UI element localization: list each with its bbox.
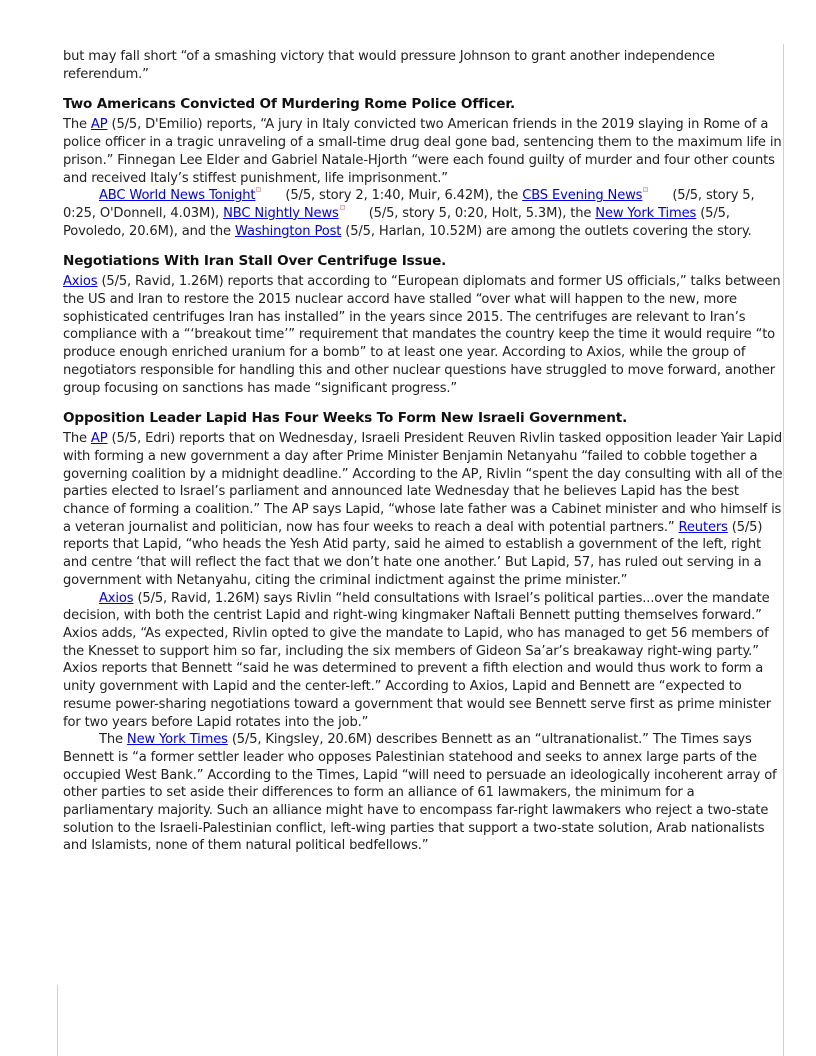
article-headline: Opposition Leader Lapid Has Four Weeks To Form New Israeli Government.: [63, 410, 628, 427]
paragraph-text: (5/5, story 5, 0:20, Holt, 5.3M), the: [368, 205, 596, 221]
article-paragraph: [63, 187, 783, 240]
paragraph-text: but may fall short “of a smashing victory that would pressure Johnson to grant another independence referendum.”: [63, 49, 715, 82]
paragraph-text: (5/5, Kingsley, 20.6M) describes Bennett as an “ultranationalist.” The Times says Bennett is “a former settler leader who opposes Palestinian statehood and seeks to annex large parts of the occupied West Bank.” According to the Times, Lapid “will need to persuade an ideologically incoherent array of other parties to set aside their differences to form an alliance of 61 lawmakers, the minimum for a parliamentary majority. Such an alliance might have to encompass far-right lawmakers who reject a two-state solution to the Israeli-Palestinian conflict, left-wing parties that support a two-state solution, Arab nationalists and Islamists, none of them natural political bedfellows.”: [63, 732, 777, 854]
paragraph-text: (5/5) reports that Lapid, “who heads the Yesh Atid party, said he aimed to establish a government of the left, right and centre ‘that will reflect the fact that we don’t hate one another.’ But Lapid, 57, has ruled out serving in a government with Netanyahu, citing the criminal indictment against the prime minister.”: [63, 519, 763, 588]
video-clip-icon[interactable]: [255, 187, 269, 197]
article-paragraph: [63, 48, 783, 83]
source-link-nbc-nightly-news[interactable]: NBC Nightly News: [223, 205, 339, 221]
article-paragraph: [63, 590, 783, 732]
source-link-cbs-evening-news[interactable]: CBS Evening News: [522, 188, 643, 204]
paragraph-text: (5/5, D'Emilio) reports, “A jury in Italy convicted two American friends in the 2019 slaying in Rome of a police officer in a tragic unraveling of a small-time drug deal gone bad, sentencing them to the maximum life in prison.” Finnegan Lee Elder and Gabriel Natale-Hjorth “were each found guilty of murder and four other counts and received Italy’s stiffest punishment, life imprisonment.”: [63, 117, 782, 186]
paragraph-text: The: [63, 117, 91, 133]
paragraph-text: (5/5, Edri) reports that on Wednesday, Israeli President Reuven Rivlin tasked opposition leader Yair Lapid with forming a new government a day after Prime Minister Benjamin Netanyahu “failed to cobble together a governing coalition by a midnight deadline.” According to the AP, Rivlin “spent the day consulting with all of the parties elected to Israel’s parliament and announced late Wednesday that he believes Lapid has the best chance of forming a coalition.” The AP says Lapid, “whose late father was a Cabinet minister and who himself is a veteran journalist and politician, now has four weeks to reach a deal with potential partners.”: [63, 431, 783, 535]
article-paragraph: [63, 731, 783, 855]
source-link-ap[interactable]: AP: [90, 431, 108, 447]
page-border-left: [57, 985, 58, 1056]
source-link-axios[interactable]: Axios: [63, 274, 98, 290]
source-link-washington-post[interactable]: Washington Post: [234, 223, 342, 239]
page-border-right: [783, 44, 784, 1056]
source-link-new-york-times[interactable]: New York Times: [595, 205, 697, 221]
paragraph-text: (5/5, Harlan, 10.52M) are among the outlets covering the story.: [341, 223, 752, 239]
source-link-axios[interactable]: Axios: [99, 590, 134, 606]
paragraph-text: (5/5, story 2, 1:40, Muir, 6.42M), the: [285, 188, 523, 204]
source-link-reuters[interactable]: Reuters: [678, 519, 728, 535]
paragraph-text: (5/5, Ravid, 1.26M) reports that according to “European diplomats and former US officials,” talks between the US and Iran to restore the 2015 nuclear accord have stalled “over what will happen to the new, more sophisticated centrifuges Iran has installed” in the years since 2015. The centrifuges are relevant to Iran’s compliance with a “‘breakout time’” requirement that mandates the country keep the time it would require “to produce enough enriched uranium for a bomb” to at least one year. According to Axios, while the group of negotiators responsible for handling this and other nuclear questions have struggled to move forward, another group focusing on sanctions has made “significant progress.”: [63, 274, 781, 396]
video-clip-icon[interactable]: [642, 187, 656, 197]
article-headline: Negotiations With Iran Stall Over Centrifuge Issue.: [63, 253, 447, 270]
video-clip-icon[interactable]: [339, 205, 353, 215]
document-body: [63, 48, 783, 855]
source-link-new-york-times[interactable]: New York Times: [126, 732, 228, 748]
paragraph-text: (5/5, Ravid, 1.26M) says Rivlin “held consultations with Israel’s political parties...over the mandate decision, with both the centrist Lapid and right-wing kingmaker Naftali Bennett putting themselves forward.” Axios adds, “As expected, Rivlin opted to give the mandate to Lapid, who has managed to get 56 members of the Knesset to support him so far, including the six members of Gideon Sa’ar’s breakaway right-wing party.” Axios reports that Bennett “said he was determined to prevent a fifth election and would thus work to form a unity government with Lapid and the center-left.” According to Axios, Lapid and Bennett are “expected to resume power-sharing negotiations toward a government that would see Bennett serve first as prime minister for two years before Lapid rotates into the job.”: [63, 590, 771, 730]
article-paragraph: [63, 273, 783, 397]
paragraph-text: The: [99, 732, 127, 748]
source-link-abc-world-news-tonight[interactable]: ABC World News Tonight: [99, 188, 256, 204]
article-paragraph: [63, 430, 783, 589]
paragraph-text: The: [63, 431, 91, 447]
article-paragraph: [63, 116, 783, 187]
article-headline: Two Americans Convicted Of Murdering Rome Police Officer.: [63, 96, 515, 113]
paragraph-text: (5/5, Povoledo, 20.6M), and the: [63, 205, 730, 239]
paragraph-text: (5/5, story 5, 0:25, O'Donnell, 4.03M),: [63, 188, 755, 221]
source-link-ap[interactable]: AP: [90, 117, 108, 133]
